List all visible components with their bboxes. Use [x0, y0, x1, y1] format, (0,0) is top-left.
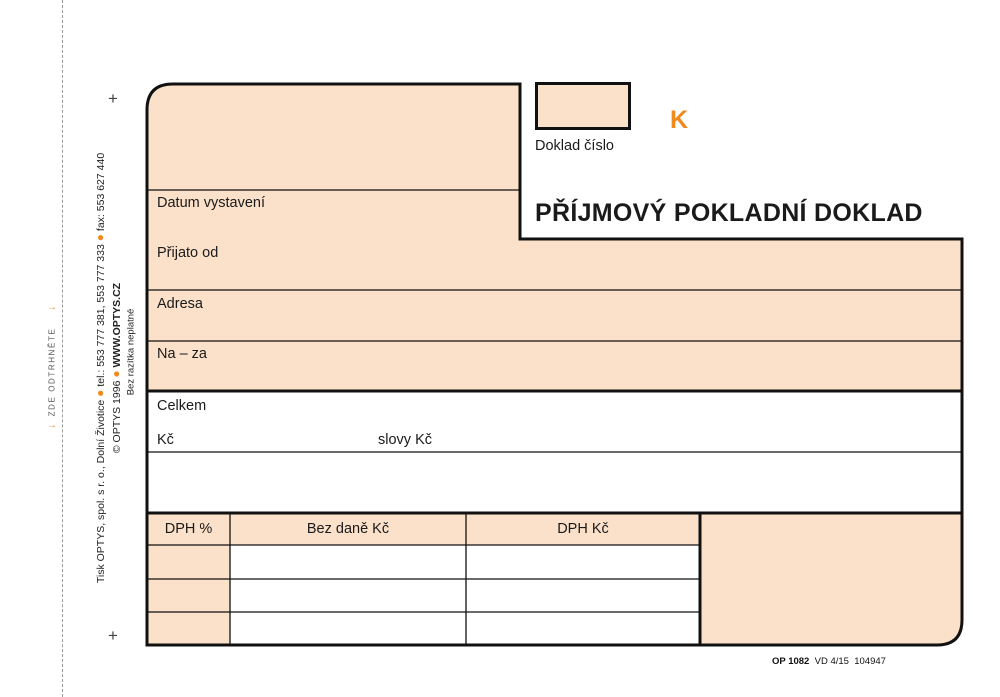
received-from-field[interactable] — [240, 242, 959, 288]
net-amount-header: Bez daně Kč — [306, 521, 390, 537]
bullet-icon: ● — [93, 389, 107, 397]
document-title: PŘÍJMOVÝ POKLADNÍ DOKLAD — [535, 199, 923, 227]
bullet-icon: ● — [109, 370, 123, 378]
amount-words-field[interactable] — [450, 425, 959, 450]
received-from-label: Přijato od — [157, 245, 219, 261]
stamp-area[interactable] — [150, 87, 517, 187]
purpose-label: Na – za — [157, 346, 207, 362]
printer-info: Tisk OPTYS, spol. s r. o., Dolní Životice ● tel.: 553 777 381, 553 777 333 ● fax: 553 627 440 — [93, 152, 107, 584]
tear-off-label: ZDE ODTRHNĚTE — [47, 327, 57, 417]
stamp-note: Bez razítka neplatné — [125, 308, 137, 396]
registration-mark-icon: + — [108, 626, 118, 645]
vat-amount-header: DPH Kč — [557, 521, 609, 537]
series-letter: K — [670, 106, 689, 134]
issue-date-field[interactable] — [300, 192, 517, 236]
amount-words-label: slovy Kč — [378, 432, 432, 448]
bullet-icon: ● — [93, 234, 107, 242]
total-label: Celkem — [157, 398, 207, 414]
address-label: Adresa — [157, 296, 203, 312]
signature-area[interactable] — [703, 516, 959, 642]
amount-words-field-continued[interactable] — [150, 455, 959, 511]
amount-czk-field[interactable] — [180, 425, 370, 450]
document-number-box[interactable] — [535, 82, 631, 130]
vat-rate-header: DPH % — [164, 521, 213, 537]
printer-web: © OPTYS 1996 ● WWW.OPTYS.CZ — [109, 282, 123, 454]
registration-mark-icon: + — [108, 89, 118, 108]
amount-czk-label: Kč — [157, 432, 174, 448]
form-code: OP 1082 VD 4/15 104947 — [772, 656, 886, 667]
purpose-field[interactable] — [220, 343, 959, 389]
document-number-label: Doklad číslo — [535, 138, 614, 154]
arrow-right-icon: → — [47, 420, 57, 431]
arrow-right-icon: → — [47, 302, 57, 313]
address-field[interactable] — [220, 293, 959, 339]
issue-date-label: Datum vystavení — [157, 195, 265, 211]
